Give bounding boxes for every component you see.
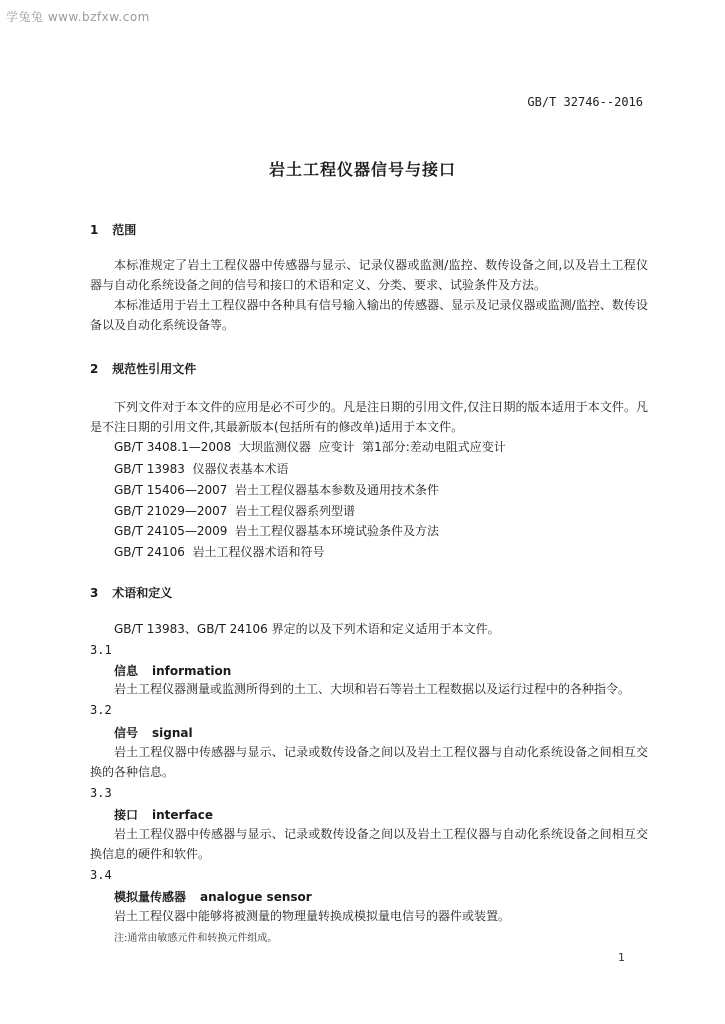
term-definition: 岩土工程仪器中传感器与显示、记录或数传设备之间以及岩土工程仪器与自动化系统设备之间相互交换信息的硬件和软件。 <box>90 827 648 861</box>
term-en: interface <box>152 808 214 822</box>
term-zh: 信号 <box>114 726 139 740</box>
term-heading <box>114 888 312 905</box>
section-title: 术语和定义 <box>112 586 173 600</box>
clause-number: 3.4 <box>90 868 112 882</box>
term-heading <box>114 806 213 823</box>
term-en: analogue sensor <box>200 890 312 904</box>
document-number: GB/T 32746--2016 <box>527 95 643 109</box>
term-zh: 模拟量传感器 <box>114 890 187 904</box>
section-number: 2 <box>90 362 99 376</box>
term-en: information <box>152 664 232 678</box>
term-zh: 信息 <box>114 664 139 678</box>
section-heading-normative-references <box>90 360 196 377</box>
term-zh: 接口 <box>114 808 139 822</box>
page-title: 岩土工程仪器信号与接口 <box>268 160 456 179</box>
scope-paragraph-1: 本标准规定了岩土工程仪器中传感器与显示、记录仪器或监测/监控、数传设备之间,以及岩土工程仪器与自动化系统设备之间的信号和接口的术语和定义、分类、要求、试验条件及方法。 <box>90 258 648 292</box>
section-number: 3 <box>90 586 99 600</box>
term-note: 注:通常由敏感元件和转换元件组成。 <box>114 933 278 944</box>
watermark: 学兔兔 www.bzfxw.com <box>6 10 150 24</box>
term-definition: 岩土工程仪器中能够将被测量的物理量转换成模拟量电信号的器件或装置。 <box>114 909 511 923</box>
section-title: 规范性引用文件 <box>112 362 197 376</box>
reference-item: GB/T 15406—2007 岩土工程仪器基本参数及通用技术条件 <box>114 483 440 497</box>
references-intro: 下列文件对于本文件的应用是必不可少的。凡是注日期的引用文件,仅注日期的版本适用于本文件。凡是不注日期的引用文件,其最新版本(包括所有的修改单)适用于本文件。 <box>90 400 648 434</box>
term-definition: 岩土工程仪器测量或监测所得到的土工、大坝和岩石等岩土工程数据以及运行过程中的各种指令。 <box>114 682 631 696</box>
term-heading <box>114 724 193 741</box>
clause-number: 3.2 <box>90 703 112 717</box>
section-heading-terms <box>90 584 172 601</box>
terms-intro: GB/T 13983、GB/T 24106 界定的以及下列术语和定义适用于本文件。 <box>114 622 500 636</box>
term-en: signal <box>152 726 193 740</box>
reference-item: GB/T 21029—2007 岩土工程仪器系列型谱 <box>114 504 356 518</box>
section-heading-scope <box>90 221 136 238</box>
clause-number: 3.3 <box>90 786 112 800</box>
scope-paragraph-2: 本标准适用于岩土工程仪器中各种具有信号输入输出的传感器、显示及记录仪器或监测/监控、数传设备以及自动化系统设备等。 <box>90 298 648 332</box>
reference-item: GB/T 3408.1—2008 大坝监测仪器 应变计 第1部分:差动电阻式应变计 <box>114 440 506 454</box>
reference-item: GB/T 24105—2009 岩土工程仪器基本环境试验条件及方法 <box>114 524 440 538</box>
reference-item: GB/T 13983 仪器仪表基本术语 <box>114 462 289 476</box>
section-title: 范围 <box>112 223 137 237</box>
reference-item: GB/T 24106 岩土工程仪器术语和符号 <box>114 545 325 559</box>
term-heading <box>114 662 231 679</box>
clause-number: 3.1 <box>90 643 112 657</box>
section-number: 1 <box>90 223 99 237</box>
page-number: 1 <box>618 951 625 964</box>
term-definition: 岩土工程仪器中传感器与显示、记录或数传设备之间以及岩土工程仪器与自动化系统设备之间相互交换的各种信息。 <box>90 745 648 779</box>
